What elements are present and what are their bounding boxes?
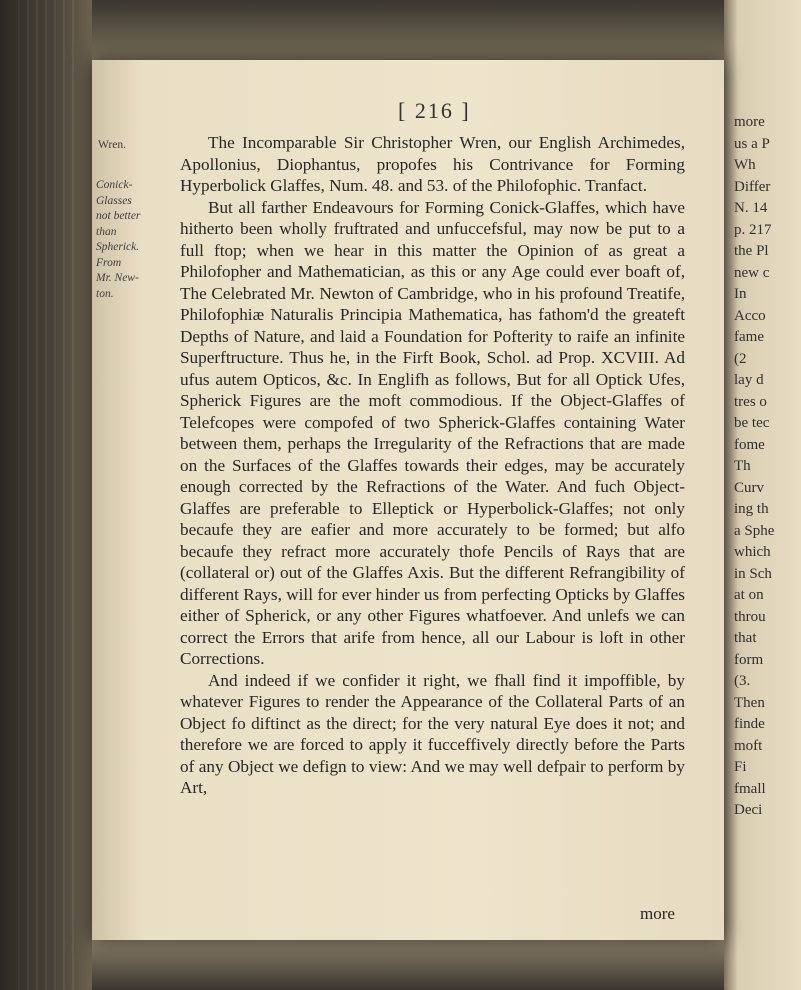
- facing-line: the Pl: [734, 243, 769, 259]
- facing-line: moft: [734, 737, 763, 754]
- facing-line: that: [734, 630, 757, 646]
- facing-line: Differ: [734, 178, 771, 195]
- paragraph-wren: The Incomparable Sir Christopher Wren, our English Archimedes, Apollonius, Diophantus, propofes his Contrivance for Forming Hyperbolick Glaffes, Num. 48. and 53. of the Philofophic. Tranfact.: [180, 133, 685, 195]
- margin-note-line: Glasses: [96, 194, 132, 207]
- facing-line: Wh: [734, 157, 756, 173]
- facing-page-text: [734, 112, 801, 822]
- page-number-header: [ 216 ]: [398, 98, 471, 123]
- page-bottom-shadow: [92, 940, 724, 990]
- facing-line: tres o: [734, 393, 767, 410]
- margin-note-wren: Wren.: [98, 139, 126, 151]
- margin-note-line: Conick-: [96, 179, 133, 191]
- gutter-shadow: [18, 0, 78, 990]
- facing-line: fmall: [734, 780, 766, 797]
- facing-line: which: [734, 544, 771, 560]
- margin-note-conick: [96, 178, 140, 302]
- page-top-shadow: [92, 0, 724, 60]
- facing-line: form: [734, 651, 764, 668]
- facing-line: (2: [734, 350, 747, 367]
- facing-line: lay d: [734, 372, 764, 388]
- facing-line: ing th: [734, 501, 769, 517]
- facing-line: Fi: [734, 759, 747, 775]
- facing-line: (3.: [734, 673, 751, 689]
- page-body: [180, 132, 685, 799]
- facing-line: Deci: [734, 802, 763, 818]
- facing-line: fome: [734, 436, 765, 453]
- facing-line: finde: [734, 716, 765, 732]
- facing-line: at on: [734, 587, 764, 603]
- facing-line: In: [734, 286, 747, 302]
- facing-line: Then: [734, 694, 765, 711]
- facing-line: N. 14: [734, 200, 768, 216]
- facing-line: Curv: [734, 479, 764, 496]
- margin-note-line: Spherick.: [96, 241, 140, 253]
- book-gutter: [0, 0, 96, 990]
- facing-line: Th: [734, 458, 751, 474]
- facing-line: throu: [734, 608, 766, 625]
- facing-line: p. 217: [734, 221, 772, 238]
- margin-note-line: From: [96, 256, 122, 269]
- margin-note-line: not better: [96, 210, 141, 222]
- facing-line: more: [734, 114, 765, 130]
- facing-line: fame: [734, 329, 764, 345]
- paragraph-collateral: And indeed if we confider it right, we fhall find it impoffible, by whatever Figures to render the Appearance of the Collateral Parts of an Object fo diftinct as the direct; for the very natural Eye does it not; and therefore we are forced to apply it fucceffively directly before the Parts of any Object we defign to view: And we may well defpair to perform by Art,: [180, 670, 685, 797]
- facing-line: Acco: [734, 307, 766, 324]
- facing-line: us a P: [734, 135, 770, 152]
- margin-note-line: Mr. New-: [96, 272, 139, 284]
- facing-line: new c: [734, 264, 770, 281]
- facing-line: a Sphe: [734, 522, 775, 539]
- paragraph-newton: But all farther Endeavours for Forming Conick-Glaffes, which have hitherto been wholly fruftrated and unfuccefsful, may now be put to a full ftop; when we hear in this matter the Opinion of as great a Philofopher and Mathematician, as this or any Age could ever boaft of, The Celebrated Mr. Newton of Cambridge, who in his profound Treatife, Philofophiæ Naturalis Principia Mathematica, has fathom'd the greateft Depths of Nature, and laid a Foundation for Pofterity to raife an infinite Superftructure. Thus he, in the Firft Book, Schol. ad Prop. XCVIII. Ad ufus autem Opticos, &c. In Englifh as follows, But for all Optick Ufes, Spherick Figures are the moft commodious. If the Object-Glaffes of Telefcopes were compofed of two Spherick-Glaffes containing Water between them, perhaps the Irregularity of the Refractions that are made on the Surfaces of the Glaffes towards their edges, may be accurately enough corrected by the Refractions of the Water. And fuch Object-Glaffes are preferable to Elleptick or Hyperbolick-Glaffes; not only becaufe they are eafier and more accurately to be formed; but alfo becaufe they refract more accurately thofe Pencils of Rays that are (collateral or) out of the Glaffes Axis. But the different Refrangibility of different Rays, will for ever hinder us from perfecting Opticks by Glaffes either of Spherick, or any other Figures whatfoever. And unlefs we can correct the Errors that arife from hence, all our Labour is loft in other Corrections.: [180, 197, 685, 668]
- margin-note-line: than: [96, 225, 117, 238]
- margin-note-line: ton.: [96, 287, 114, 300]
- facing-line: be tec: [734, 415, 770, 431]
- catchword: more: [640, 904, 675, 923]
- facing-line: in Sch: [734, 565, 772, 582]
